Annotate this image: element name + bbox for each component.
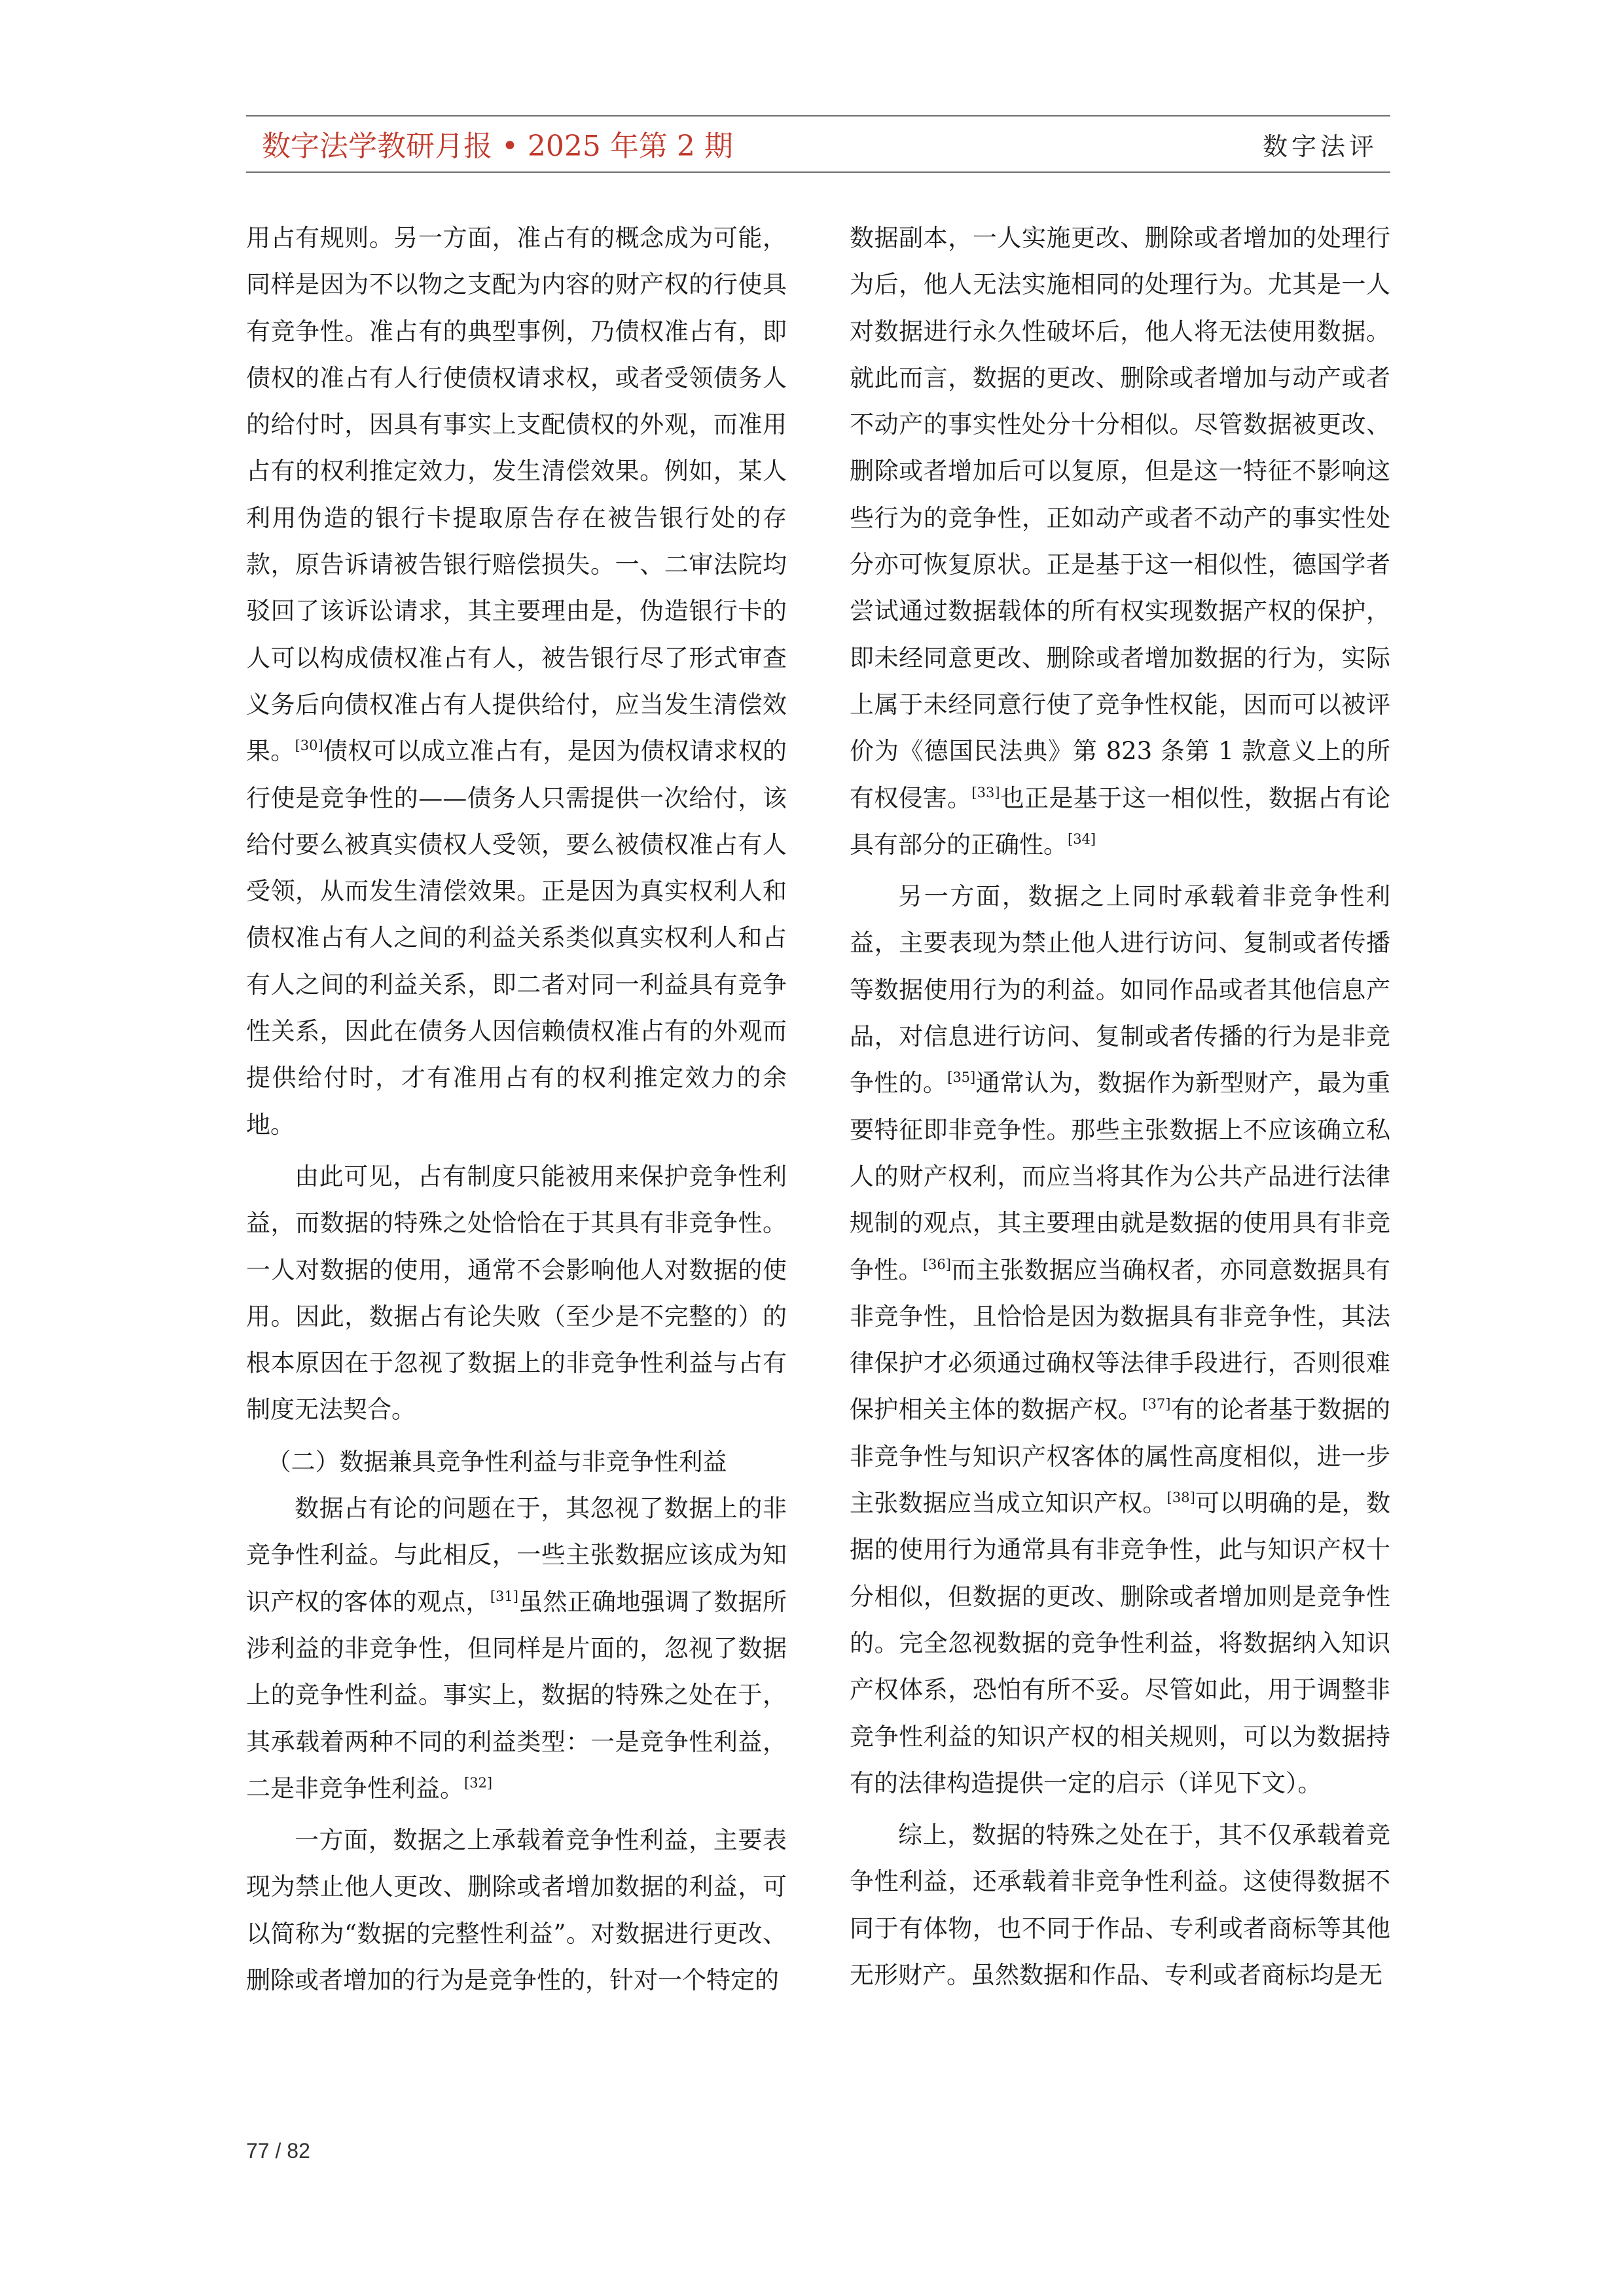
header-top-rule	[246, 115, 1390, 117]
paragraph-text: 数据副本，一人实施更改、删除或者增加的处理行为后，他人无法实施相同的处理行为。尤其是一人对数据进行永久性破坏后，他人将无法使用数据。就此而言，数据的更改、删除或者增加与动产或者不动产的事实性处分十分相似。尽管数据被更改、删除或者增加后可以复原，但是这一特征不影响这些行为的竞争性，正如动产或者不动产的事实性处分亦可恢复原状。正是基于这一相似性，德国学者尝试通过数据载体的所有权实现数据产权的保护，即未经同意更改、删除或者增加数据的行为，实际上属于未经同意行使了竞争性权能，因而可以被评价为《德国民法典》第 823 条第 1 款意义上的所有权侵害。	[850, 224, 1390, 812]
footnote-ref[interactable]: [33]	[971, 784, 1000, 800]
footnote-ref[interactable]: [30]	[295, 738, 323, 754]
footnote-ref[interactable]: [34]	[1068, 831, 1096, 847]
paragraph	[850, 215, 1390, 868]
paragraph: 一方面，数据之上承载着竞争性利益，主要表现为禁止他人更改、删除或者增加数据的利益，可以简称为“数据的完整性利益”。对数据进行更改、删除或者增加的行为是竞争性的，针对一个特定的	[246, 1826, 787, 1994]
footnote-ref[interactable]: [36]	[922, 1256, 951, 1272]
section-name: 数字法评	[1262, 132, 1378, 161]
paragraph-text: 也正是基于这一相似性，数据占有论具有部分的正确性。	[850, 783, 1391, 859]
paragraph-text: 债权可以成立准占有，是因为债权请求权的行使是竞争性的——债务人只需提供一次给付，该给付要么被真实债权人受领，要么被债权准占有人受领，从而发生清偿效果。正是因为真实权利人和债权准占有人之间的利益关系类似真实权利人和占有人之间的利益关系，即二者对同一利益具有竞争性关系，因此在债务人因信赖债权准占有的外观而提供给付时，才有准用占有的权利推定效力的余地。	[246, 737, 787, 1139]
journal-title: 数字法学教研月报 • 2025 年第 2 期	[262, 130, 733, 163]
footnote-ref[interactable]: [31]	[490, 1588, 518, 1604]
left-column	[246, 215, 787, 2003]
section-heading: （二）数据兼具竞争性利益与非竞争性利益	[266, 1447, 727, 1476]
page-number: 77 / 82	[246, 2139, 310, 2162]
paragraph	[246, 1485, 787, 1812]
paragraph-text: 通常认为，数据作为新型财产，最为重要特征即非竞争性。那些主张数据上不应该确立私人的财产权利，而应当将其作为公共产品进行法律规制的观点，其主要理由就是数据的使用具有非竞争性。	[850, 1069, 1391, 1284]
footnote-ref[interactable]: [37]	[1142, 1396, 1171, 1412]
paragraph	[246, 215, 787, 1148]
paragraph-text: 可以明确的是，数据的使用行为通常具有非竞争性，此与知识产权十分相似，但数据的更改、删除或者增加则是竞争性的。完全忽视数据的竞争性利益，将数据纳入知识产权体系，恐怕有所不妥。尽管如此，用于调整非竞争性利益的知识产权的相关规则，可以为数据持有的法律构造提供一定的启示（详见下文）。	[850, 1489, 1391, 1797]
paragraph-text: 用占有规则。另一方面，准占有的概念成为可能，同样是因为不以物之支配为内容的财产权的行使具有竞争性。准占有的典型事例，乃债权准占有，即债权的准占有人行使债权请求权，或者受领债务人的给付时，因具有事实上支配债权的外观，而准用占有的权利推定效力，发生清偿效果。例如，某人利用伪造的银行卡提取原告存在被告银行处的存款，原告诉请被告银行赔偿损失。一、二审法院均驳回了该诉讼请求，其主要理由是，伪造银行卡的人可以构成债权准占有人，被告银行尽了形式审查义务后向债权准占有人提供给付，应当发生清偿效果。	[246, 224, 787, 766]
paragraph-text: 数据占有论的问题在于，其忽视了数据上的非竞争性利益。与此相反，一些主张数据应该成为知识产权的客体的观点，	[246, 1494, 787, 1616]
right-column	[850, 215, 1390, 1998]
footnote-ref[interactable]: [38]	[1166, 1490, 1195, 1506]
paragraph	[850, 873, 1390, 1806]
header-bottom-rule	[246, 171, 1390, 173]
paragraph-text: 有的论者基于数据的非竞争性与知识产权客体的属性高度相似，进一步主张数据应当成立知识产权。	[850, 1395, 1391, 1518]
paragraph: 由此可见，占有制度只能被用来保护竞争性利益，而数据的特殊之处恰恰在于其具有非竞争性。一人对数据的使用，通常不会影响他人对数据的使用。因此，数据占有论失败（至少是不完整的）的根本原因在于忽视了数据上的非竞争性利益与占有制度无法契合。	[246, 1162, 787, 1424]
footnote-ref[interactable]: [32]	[464, 1774, 493, 1791]
footnote-ref[interactable]: [35]	[947, 1069, 976, 1086]
paragraph-text: 而主张数据应当确权者，亦同意数据具有非竞争性，且恰恰是因为数据具有非竞争性，其法律保护才必须通过确权等法律手段进行，否则很难保护相关主体的数据产权。	[850, 1255, 1391, 1424]
paragraph-text: 虽然正确地强调了数据所涉利益的非竞争性，但同样是片面的，忽视了数据上的竞争性利益。事实上，数据的特殊之处在于，其承载着两种不同的利益类型：一是竞争性利益，二是非竞争性利益。	[246, 1587, 787, 1803]
paragraph-text: 另一方面，数据之上同时承载着非竞争性利益，主要表现为禁止他人进行访问、复制或者传播等数据使用行为的利益。如同作品或者其他信息产品，对信息进行访问、复制或者传播的行为是非竞争性的。	[850, 882, 1390, 1098]
paragraph: 综上，数据的特殊之处在于，其不仅承载着竞争性利益，还承载着非竞争性利益。这使得数据不同于有体物，也不同于作品、专利或者商标等其他无形财产。虽然数据和作品、专利或者商标均是无	[850, 1821, 1390, 1989]
